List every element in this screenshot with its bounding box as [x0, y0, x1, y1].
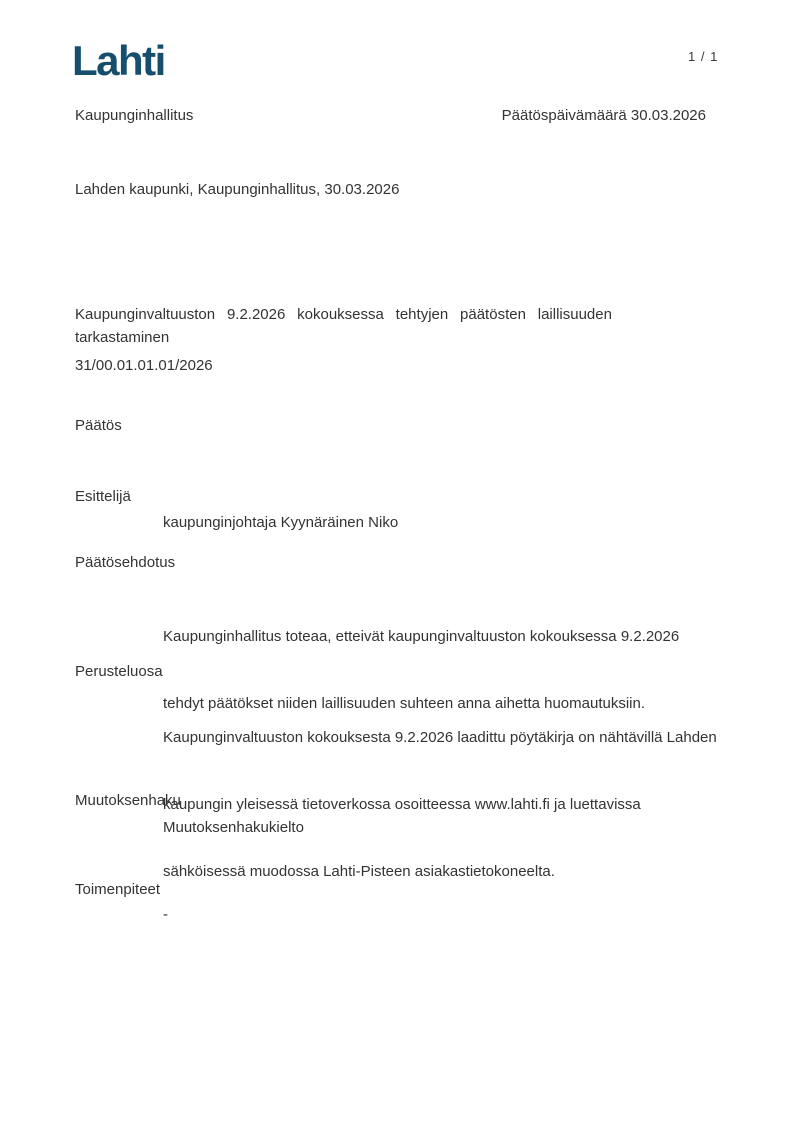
decision-date: Päätöspäivämäärä 30.03.2026	[501, 107, 706, 124]
title-word: laillisuuden	[537, 306, 612, 323]
appeal-prohibition-text: Muutoksenhakukielto	[163, 819, 304, 836]
title-word: päätösten	[460, 306, 526, 323]
title-word: 9.2.2026	[226, 306, 286, 323]
title-word: tehtyjen	[395, 306, 449, 323]
actions-text: -	[163, 906, 168, 923]
presenter-name: kaupunginjohtaja Kyynäräinen Niko	[163, 514, 399, 531]
paragraph-line: Kaupunginhallitus toteaa, etteivät kaupunginvaltuuston kokouksessa 9.2.2026	[163, 628, 680, 645]
paragraph-line: sähköisessä muodossa Lahti-Pisteen asiakastietokoneelta.	[163, 863, 555, 880]
committee-name: Kaupunginhallitus	[75, 107, 194, 124]
section-label-esittelija: Esittelijä	[75, 488, 131, 505]
lahti-logo: Lahti	[72, 37, 165, 84]
paragraph-line: kaupungin yleisessä tietoverkossa osoitteessa www.lahti.fi ja luettavissa	[163, 796, 641, 813]
case-title-line-2: tarkastaminen	[75, 329, 170, 346]
page-number: 1 / 1	[688, 49, 719, 64]
case-title-line-1	[75, 305, 612, 324]
title-word: Kaupunginvaltuuston	[75, 306, 216, 323]
section-label-muutoksenhaku: Muutoksenhaku	[75, 792, 181, 809]
paragraph-line: tehdyt päätökset niiden laillisuuden suhteen anna aihetta huomautuksiin.	[163, 695, 646, 712]
section-label-toimenpiteet: Toimenpiteet	[75, 881, 161, 898]
diary-number: 31/00.01.01.01/2026	[75, 357, 213, 374]
section-label-paatosehdotus: Päätösehdotus	[75, 554, 176, 571]
title-word: kokouksessa	[297, 306, 384, 323]
section-label-perusteluosa: Perusteluosa	[75, 663, 163, 680]
document-header-line: Lahden kaupunki, Kaupunginhallitus, 30.03.2026	[75, 181, 400, 198]
section-label-paatos: Päätös	[75, 417, 122, 434]
paragraph-line: Kaupunginvaltuuston kokouksesta 9.2.2026 laadittu pöytäkirja on nähtävillä Lahden	[163, 729, 717, 746]
justification-text	[163, 690, 717, 929]
